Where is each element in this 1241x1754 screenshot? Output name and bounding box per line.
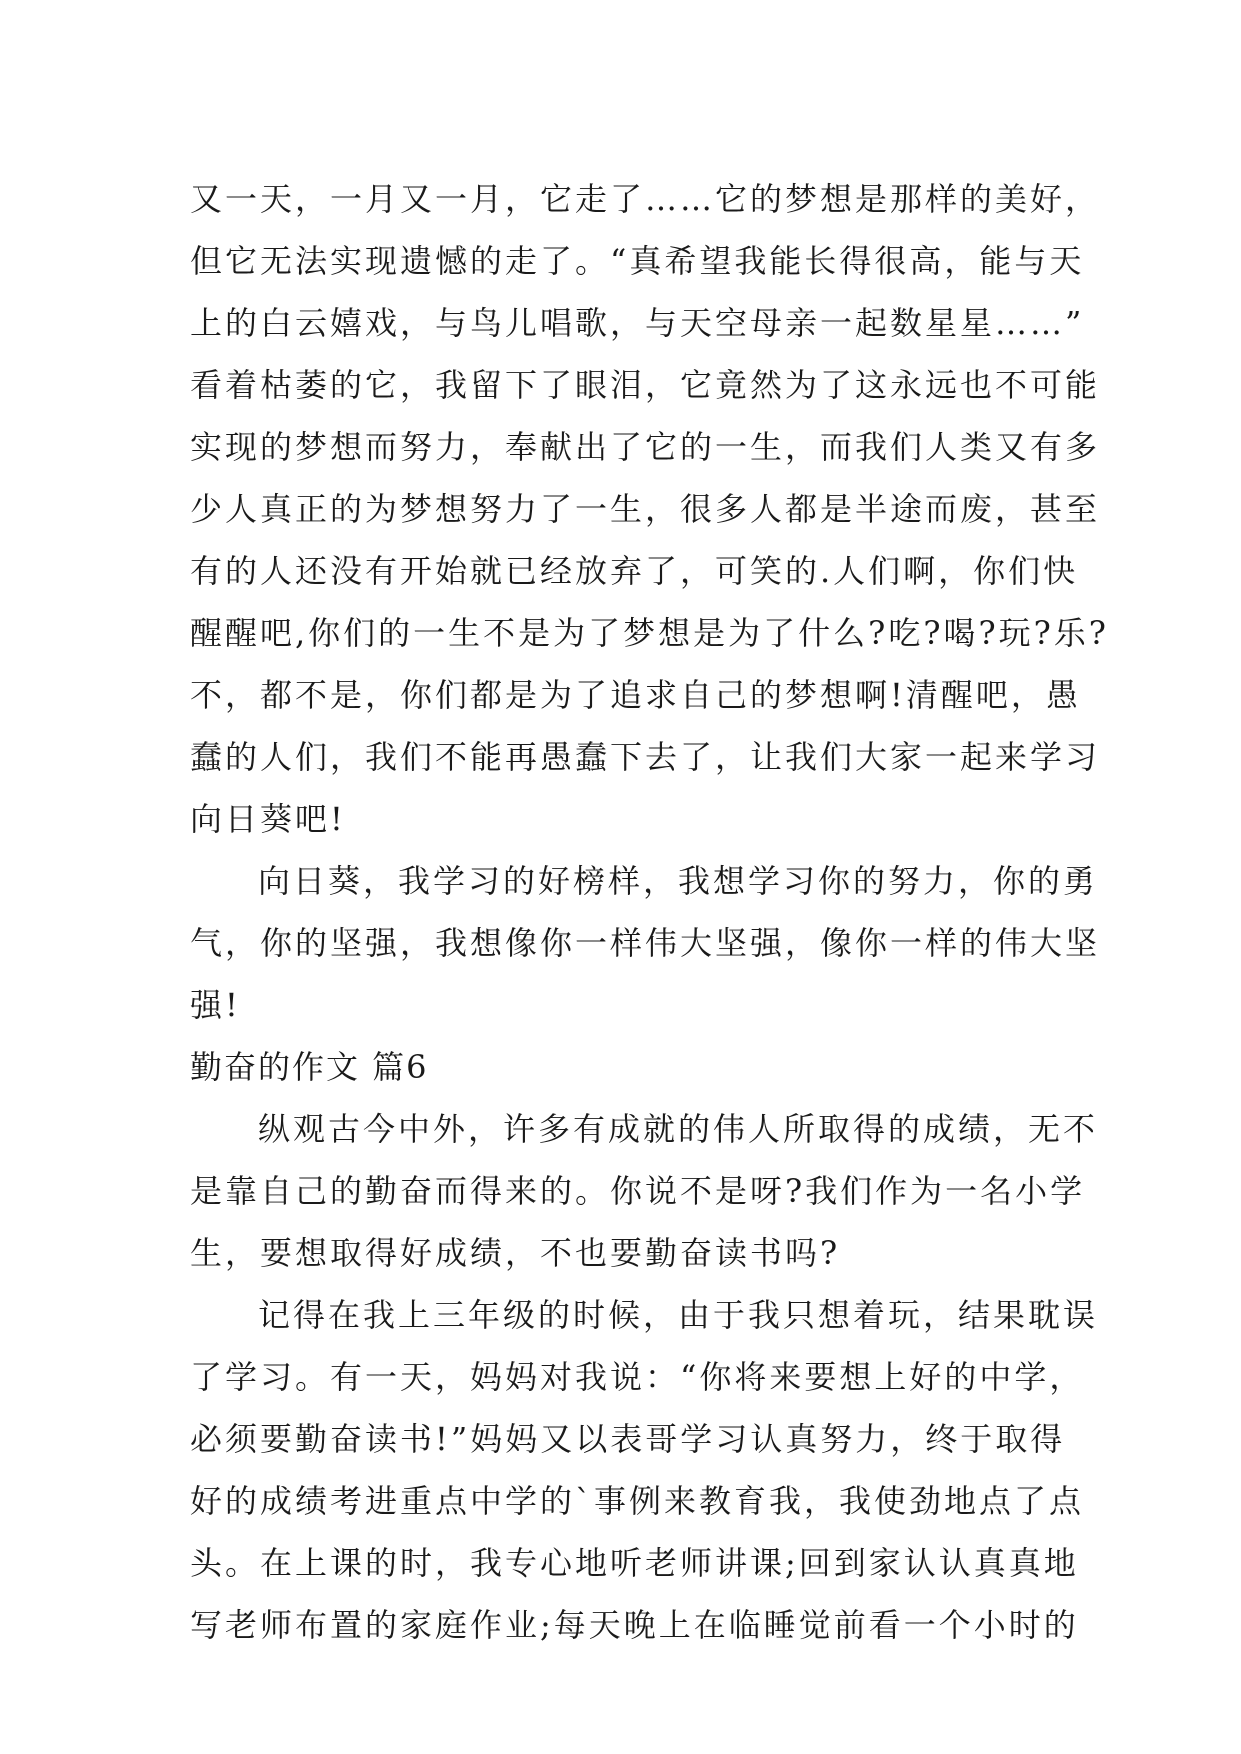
text-line: 醒醒吧,你们的一生不是为了梦想是为了什么?吃?喝?玩?乐? xyxy=(190,614,1109,652)
text-line: 写老师布置的家庭作业;每天晚上在临睡觉前看一个小时的 xyxy=(190,1606,1079,1644)
section-heading: 勤奋的作文 篇6 xyxy=(190,1048,429,1086)
text-line: 不，都不是，你们都是为了追求自己的梦想啊!清醒吧，愚 xyxy=(190,676,1081,714)
paragraph xyxy=(190,850,1101,1036)
text-line-indented: 纵观古今中外，许多有成就的伟人所取得的成绩，无不 xyxy=(258,1110,1099,1148)
text-line: 有的人还没有开始就已经放弃了，可笑的.人们啊，你们快 xyxy=(190,552,1079,590)
text-line: 必须要勤奋读书!”妈妈又以表哥学习认真努力，终于取得 xyxy=(190,1420,1066,1458)
text-line: 上的白云嬉戏，与鸟儿唱歌，与天空母亲一起数星星……” xyxy=(190,304,1085,342)
text-line: 少人真正的为梦想努力了一生，很多人都是半途而废，甚至 xyxy=(190,490,1101,528)
text-line: 蠢的人们，我们不能再愚蠢下去了，让我们大家一起来学习 xyxy=(190,738,1101,776)
text-line: 生，要想取得好成绩，不也要勤奋读书吗? xyxy=(190,1234,841,1272)
text-line: 了学习。有一天，妈妈对我说：“你将来要想上好的中学， xyxy=(190,1358,1085,1396)
text-line: 但它无法实现遗憾的走了。“真希望我能长得很高，能与天 xyxy=(190,242,1085,280)
text-line: 向日葵吧! xyxy=(190,800,346,838)
text-line: 好的成绩考进重点中学的`事例来教育我，我使劲地点了点 xyxy=(190,1482,1085,1520)
text-line: 又一天，一月又一月，它走了……它的梦想是那样的美好， xyxy=(190,180,1101,218)
text-line: 头。在上课的时，我专心地听老师讲课;回到家认认真真地 xyxy=(190,1544,1079,1582)
document-body xyxy=(190,168,1109,1656)
text-line: 实现的梦想而努力，奉献出了它的一生，而我们人类又有多 xyxy=(190,428,1101,466)
text-line-indented: 向日葵，我学习的好榜样，我想学习你的努力，你的勇 xyxy=(258,862,1099,900)
paragraph-continued xyxy=(190,168,1109,850)
paragraph xyxy=(190,1098,1099,1284)
paragraph xyxy=(190,1284,1099,1656)
text-line: 是靠自己的勤奋而得来的。你说不是呀?我们作为一名小学 xyxy=(190,1172,1086,1210)
text-line: 看着枯萎的它，我留下了眼泪，它竟然为了这永远也不可能 xyxy=(190,366,1101,404)
text-line: 气，你的坚强，我想像你一样伟大坚强，像你一样的伟大坚 xyxy=(190,924,1101,962)
text-line-indented: 记得在我上三年级的时候，由于我只想着玩，结果耽误 xyxy=(258,1296,1099,1334)
text-line: 强! xyxy=(190,986,241,1024)
